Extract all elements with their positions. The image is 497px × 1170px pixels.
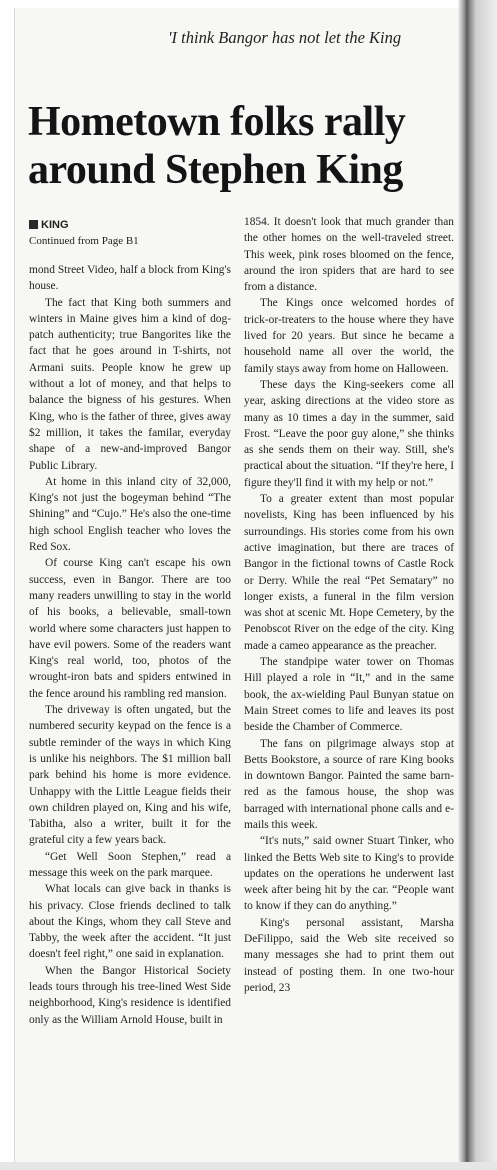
article-column-1 [29,262,231,1028]
kicker-quote: 'I think Bangor has not let the King [168,28,402,47]
continued-from-line: Continued from Page B1 [29,235,139,247]
paragraph: The driveway is often ungated, but the numbered security keypad on the fence is a subtle reminder of the ways in which King is unlike his neighbors. The $1 million ball park behind his home is more evidence. Unhappy with the Little League fields their own children played on, King and his wife, Tabitha, also a writer, built it for the grateful city a few years back. [29,704,231,847]
headline [28,98,453,194]
paragraph: The fans on pilgrimage always stop at Betts Bookstore, a source of rare King books in downtown Bangor. Painted the same barn-red as the famous house, the shop was barraged with international phone calls and e-mails this week. [244,737,454,831]
headline-line-2: around Stephen King [28,147,403,193]
scan-bottom-edge [0,1162,497,1170]
paragraph: King's personal assistant, Marsha DeFilippo, said the Web site received so many messages she had to print them out instead of posting them. In one two-hour period, 23 [244,916,454,994]
paragraph: The fact that King both summers and winters in Maine gives him a kind of dog-patch authenticity; true Bangorites like the fact that he goes around in T-shirts, not Armani suits. People know he grew up without a lot of money, and that helps to balance the bigness of his gestures. When King, who is the father of three, gives away $2 million, it takes the familar, everyday shape of a new-and-improved Bangor Public Library. [29,296,231,472]
paragraph: 1854. It doesn't look that much grander than the other homes on the well-traveled street. This week, pink roses bloomed on the fence, around the iron spiders that are hard to see from a distance. [244,216,454,294]
headline-line-1: Hometown folks rally [28,99,406,145]
paragraph: What locals can give back in thanks is his privacy. Close friends declined to talk about the Kings, whom they call Steve and Tabby, the week after the accident. “It just doesn't feel right,” one said in explanation. [29,883,231,961]
paragraph: The Kings once welcomed hordes of trick-or-treaters to the house where they have lived for 20 years. But since he became a household name all over the world, the family stays away from home on Halloween. [244,297,454,375]
paragraph: “Get Well Soon Stephen,” read a message this week on the park marquee. [29,850,231,879]
scanner-edge-shadow [458,0,497,1170]
paragraph: mond Street Video, half a block from King's house. [29,264,231,293]
section-label-text: KING [41,219,69,231]
section-label [29,219,69,231]
paragraph: When the Bangor Historical Society leads tours through his tree-lined West Side neighborhood, King's residence is identified only as the William Arnold House, built in [29,964,231,1026]
paragraph: The standpipe water tower on Thomas Hill played a role in “It,” and in the same book, the ax-wielding Paul Bunyan statue on Main Street comes to life and leaves its post beside the Chamber of Commerce. [244,656,454,734]
paragraph: Of course King can't escape his own success, even in Bangor. There are too many readers unwilling to stay in the world of his books, a believable, small-town world where some characters just happen to have evil powers. Some of the readers want King's real world, too, photos of the wrought-iron bats and spiders entwined in the fence around his rambling red mansion. [29,557,231,700]
paragraph: At home in this inland city of 32,000, King's not just the bogeyman behind “The Shining” and “Cujo.” He's also the one-time high school English teacher who loves the Red Sox. [29,475,231,554]
paragraph: To a greater extent than most popular novelists, King has been influenced by his surroundings. His stories come from his own active imagination, but there are traces of Bangor in the fictional towns of Castle Rock or Derry. While the real “Pet Sematary” no longer exists, a funeral in the film version was shot at scenic Mt. Hope Cemetery, by the Penobscot River on the edge of the city. King made a cameo appearance as the preacher. [244,493,454,652]
article-column-2 [244,214,454,996]
paragraph: These days the King-seekers come all year, asking directions at the video store as many as 10 times a day in the summer, said Frost. “Leave the poor guy alone,” she thinks as she sends them on their way. Still, she's practical about the situation. “If they're here, I figure they'll find it with my help or not.” [244,378,454,489]
paragraph: “It's nuts,” said owner Stuart Tinker, who linked the Betts Web site to King's to provide updates on the operations he underwent last week after being hit by the car. “People want to know if they can do anything.” [244,835,454,913]
square-bullet-icon [29,220,38,229]
